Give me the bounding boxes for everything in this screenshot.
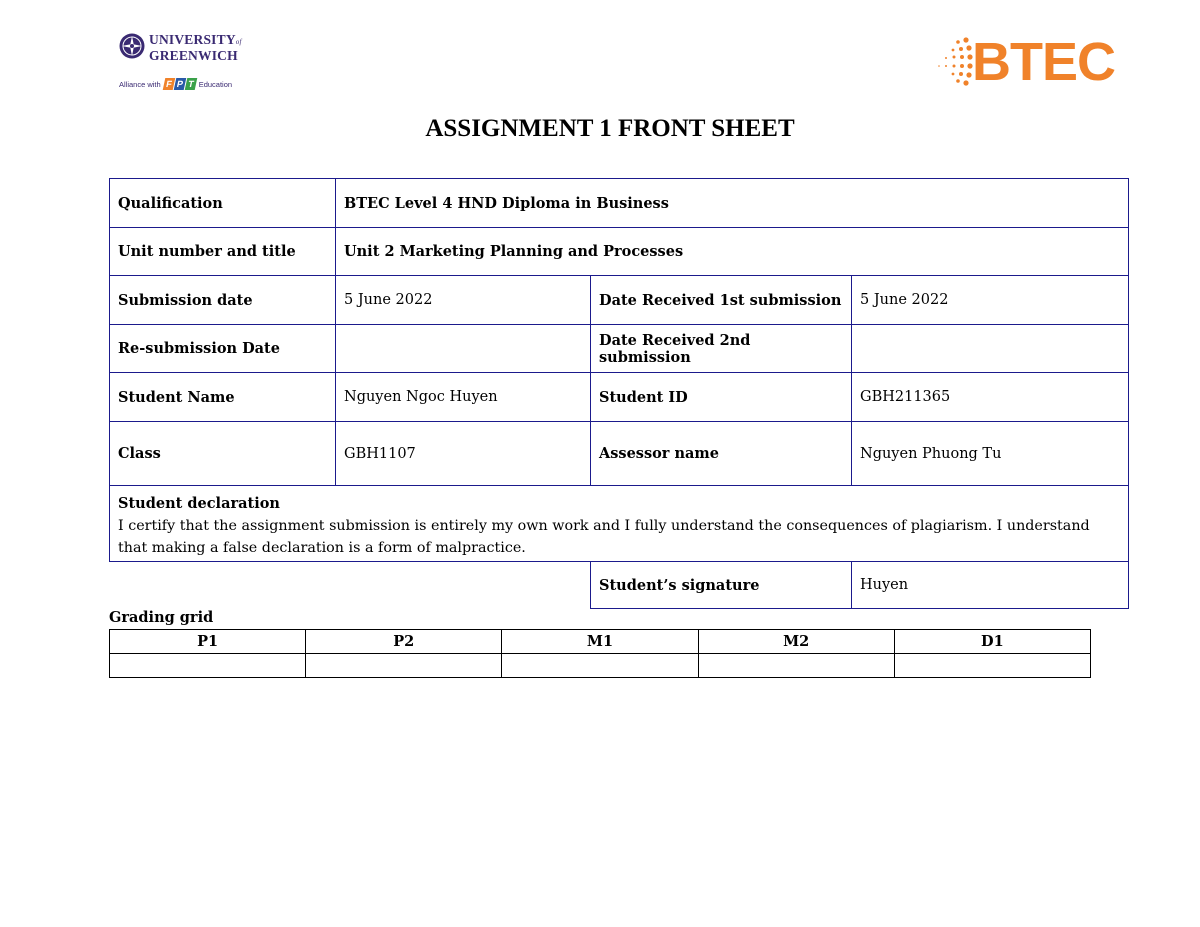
grade-value-d1 [894, 654, 1090, 678]
class-label: Class [110, 422, 336, 486]
fpt-letter: P [173, 78, 186, 90]
qualification-value: BTEC Level 4 HND Diploma in Business [336, 179, 1129, 228]
declaration-text: I certify that the assignment submission is entirely my own work and I fully understand the consequences of plagiarism. I understand that making a false declaration is a form of malpractice. [118, 518, 1090, 556]
alliance-line [119, 78, 232, 90]
table-row [110, 276, 1129, 325]
signature-value: Huyen [852, 562, 1129, 609]
fpt-letter: T [184, 78, 197, 90]
grade-header-p1: P1 [110, 630, 306, 654]
grade-header-m2: M2 [698, 630, 894, 654]
grading-grid-label: Grading grid [109, 609, 214, 626]
table-row [110, 562, 1129, 609]
class-value: GBH1107 [336, 422, 591, 486]
assessor-label: Assessor name [591, 422, 852, 486]
received-2nd-value [852, 325, 1129, 373]
btec-logo [936, 32, 1122, 92]
btec-wordmark: BTEC [972, 32, 1115, 92]
table-row [110, 654, 1091, 678]
submission-date-value: 5 June 2022 [336, 276, 591, 325]
university-wordmark: UNIVERSITYof GREENWICH [149, 32, 242, 63]
education-text: Education [198, 79, 233, 89]
table-row [110, 630, 1091, 654]
grade-value-m1 [502, 654, 698, 678]
assessor-value: Nguyen Phuong Tu [852, 422, 1129, 486]
grading-grid-table [109, 629, 1091, 678]
table-row [110, 422, 1129, 486]
grade-value-m2 [698, 654, 894, 678]
declaration-cell [110, 486, 1129, 562]
compass-seal-icon [118, 32, 146, 60]
unit-value: Unit 2 Marketing Planning and Processes [336, 228, 1129, 276]
fpt-logo [164, 78, 196, 90]
grade-header-d1: D1 [894, 630, 1090, 654]
student-name-label: Student Name [110, 373, 336, 422]
grade-header-p2: P2 [306, 630, 502, 654]
table-row [110, 486, 1129, 562]
resubmission-value [336, 325, 591, 373]
table-row [110, 179, 1129, 228]
page-title: ASSIGNMENT 1 FRONT SHEET [425, 115, 795, 142]
grade-header-m1: M1 [502, 630, 698, 654]
student-id-label: Student ID [591, 373, 852, 422]
declaration-title: Student declaration [118, 495, 280, 512]
grade-value-p1 [110, 654, 306, 678]
signature-label: Student’s signature [591, 562, 852, 609]
student-id-value: GBH211365 [852, 373, 1129, 422]
university-logo [118, 32, 248, 94]
grade-value-p2 [306, 654, 502, 678]
fpt-letter: F [162, 78, 175, 90]
table-row [110, 373, 1129, 422]
received-1st-label: Date Received 1st submission [591, 276, 852, 325]
received-2nd-label: Date Received 2nd submission [591, 325, 852, 373]
qualification-label: Qualification [110, 179, 336, 228]
table-row [110, 325, 1129, 373]
resubmission-label: Re-submission Date [110, 325, 336, 373]
dot-burst-icon [936, 36, 974, 88]
table-row [110, 228, 1129, 276]
alliance-text: Alliance with [119, 79, 161, 89]
student-name-value: Nguyen Ngoc Huyen [336, 373, 591, 422]
front-sheet-table [109, 178, 1129, 609]
unit-label: Unit number and title [110, 228, 336, 276]
blank-cell [110, 562, 591, 609]
received-1st-value: 5 June 2022 [852, 276, 1129, 325]
submission-date-label: Submission date [110, 276, 336, 325]
